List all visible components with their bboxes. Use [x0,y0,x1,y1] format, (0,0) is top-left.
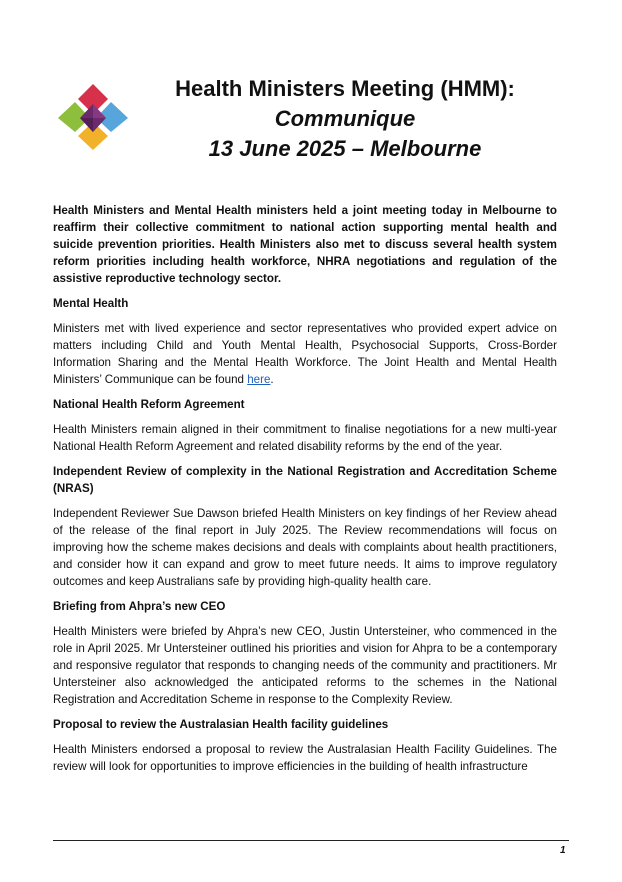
title-line-1: Health Ministers Meeting (HMM): [175,76,515,101]
section-body-ahpra: Health Ministers were briefed by Ahpra’s new CEO, Justin Untersteiner, who commenced in the role in April 2025. Mr Untersteiner outlined his priorities and vision for Ahpra to be a contemporary and responsive regulator that responds to changing needs of the community and practitioners. Mr Untersteiner also acknowledged the anticipated reforms to the schemes in the National Registration and Accreditation Scheme in response to the Complexity Review. [53,625,557,706]
mental-health-text-end: . [270,373,274,386]
section-body-nras: Independent Reviewer Sue Dawson briefed Health Ministers on key findings of her Review ahead of the release of the final report in July 2025. The Review recommendations will focus on improving how the scheme makes decisions and deals with complaints about health practitioners, and consider how it can expand and grow to meet future needs. It aims to improve regulatory outcomes and keep Australians safe by providing high-quality health care. [53,507,557,588]
footer-divider [53,840,569,841]
document-title [140,74,550,164]
section-heading-nras: Independent Review of complexity in the National Registration and Accreditation Scheme (NRAS) [53,465,557,495]
section-heading-ahpra: Briefing from Ahpra’s new CEO [53,600,226,613]
mental-health-text: Ministers met with lived experience and sector representatives who provided expert advice on matters including Child and Youth Mental Health, Psychosocial Supports, Cross-Border Information Sharing and the Mental Health Workforce. The Joint Health and Mental Health Ministers’ Communique can be found [53,322,557,386]
intro-paragraph: Health Ministers and Mental Health ministers held a joint meeting today in Melbourne to reaffirm their collective commitment to national action supporting mental health and suicide prevention priorities. Health Ministers also met to discuss several health system reform priorities including health workforce, NHRA negotiations and regulation of the assistive reproductive technology sector. [53,204,557,285]
title-line-3: 13 June 2025 – Melbourne [208,136,482,161]
section-body-facility: Health Ministers endorsed a proposal to review the Australasian Health Facility Guidelines. The review will look for opportunities to improve efficiencies in the building of health infrastructure [53,743,557,773]
page-number: 1 [560,845,566,856]
title-line-2: Communique [274,106,416,131]
section-body-nhra: Health Ministers remain aligned in their commitment to finalise negotiations for a new multi-year National Health Reform Agreement and related disability reforms by the end of the year. [53,423,557,453]
section-heading-mental-health: Mental Health [53,297,129,310]
communique-link[interactable]: here [247,373,271,386]
section-body-mental-health [53,320,557,388]
hmm-logo [56,82,130,152]
document-body [53,202,557,783]
section-heading-nhra: National Health Reform Agreement [53,398,245,411]
section-heading-facility: Proposal to review the Australasian Health facility guidelines [53,718,389,731]
